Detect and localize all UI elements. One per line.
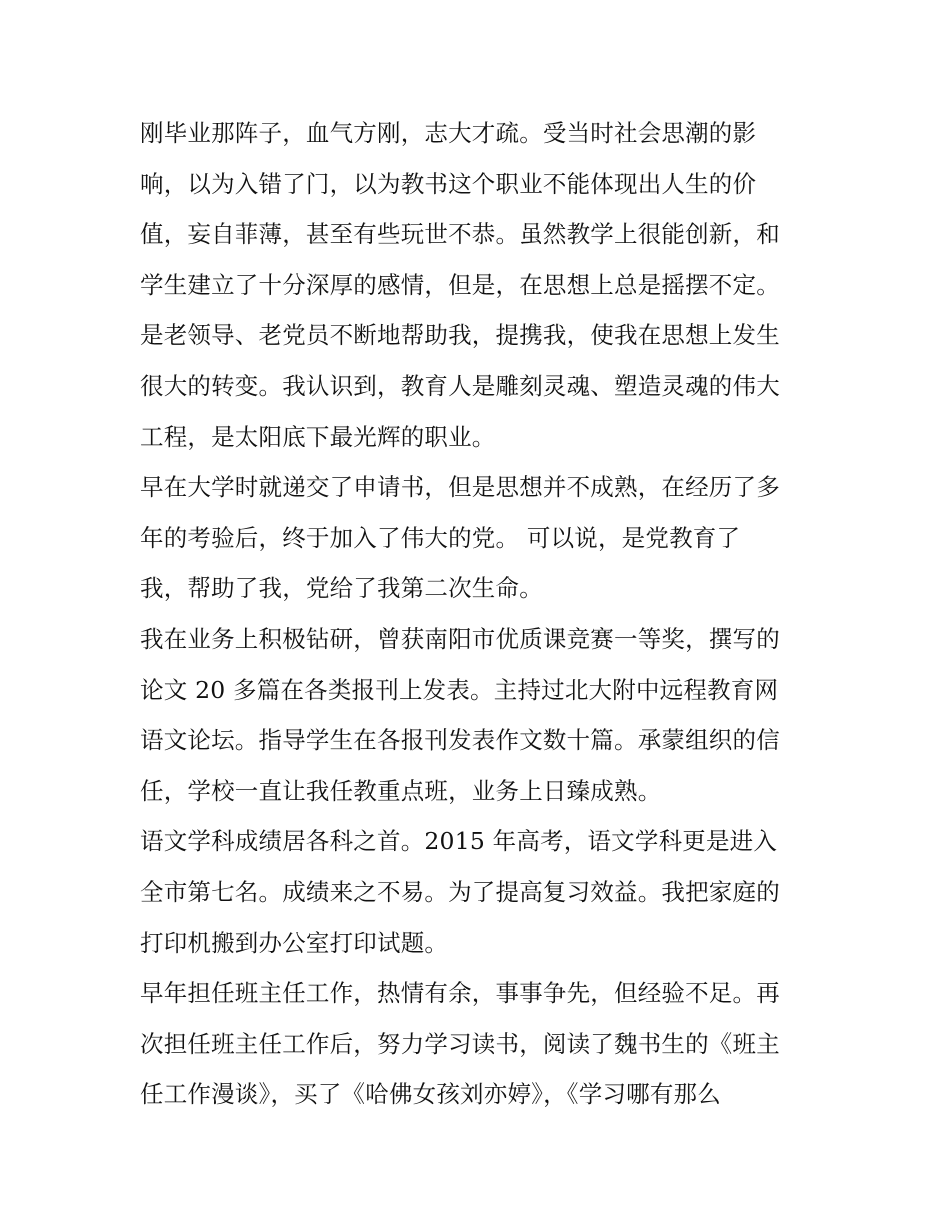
text-line: 工程，是太阳底下最光辉的职业。 [140, 422, 496, 451]
text-line: 年的考验后，终于加入了伟大的党。 可以说，是党教育了 [140, 523, 741, 552]
text-line: 全市第七名。成绩来之不易。为了提高复习效益。我把家庭的 [140, 877, 780, 906]
text-line: 打印机搬到办公室打印试题。 [140, 928, 449, 957]
text-line: 任工作漫谈》，买了《哈佛女孩刘亦婷》，《学习哪有那么 [140, 1080, 721, 1109]
text-line: 刚毕业那阵子，血气方刚，志大才疏。受当时社会思潮的影 [140, 119, 757, 147]
text-line: 早年担任班主任工作，热情有余，事事争先，但经验不足。再 [140, 979, 780, 1008]
text-line: 我在业务上积极钻研，曾获南阳市优质课竞赛一等奖，撰写的 [140, 624, 780, 653]
body-text [140, 108, 830, 1120]
text-line: 是老领导、老党员不断地帮助我，提携我，使我在思想上发生 [140, 321, 780, 350]
text-line: 学生建立了十分深厚的感情，但是，在思想上总是摇摆不定。 [140, 270, 780, 299]
text-line: 响，以为入错了门，以为教书这个职业不能体现出人生的价 [140, 169, 757, 198]
text-line: 很大的转变。我认识到，教育人是雕刻灵魂、塑造灵魂的伟大 [140, 371, 780, 400]
text-line: 我，帮助了我，党给了我第二次生命。 [140, 574, 543, 603]
text-line: 语文论坛。指导学生在各报刊发表作文数十篇。承蒙组织的信 [140, 726, 780, 755]
text-line: 论文 20 多篇在各类报刊上发表。主持过北大附中远程教育网 [140, 675, 779, 704]
text-line: 值，妄自菲薄，甚至有些玩世不恭。虽然教学上很能创新，和 [140, 220, 780, 249]
text-line: 语文学科成绩居各科之首。2015 年高考，语文学科更是进入 [140, 827, 778, 856]
text-line: 次担任班主任工作后，努力学习读书，阅读了魏书生的《班主 [140, 1029, 780, 1058]
text-line: 任，学校一直让我任教重点班，业务上日臻成熟。 [140, 776, 662, 805]
text-line: 早在大学时就递交了申请书，但是思想并不成熟，在经历了多 [140, 473, 780, 502]
